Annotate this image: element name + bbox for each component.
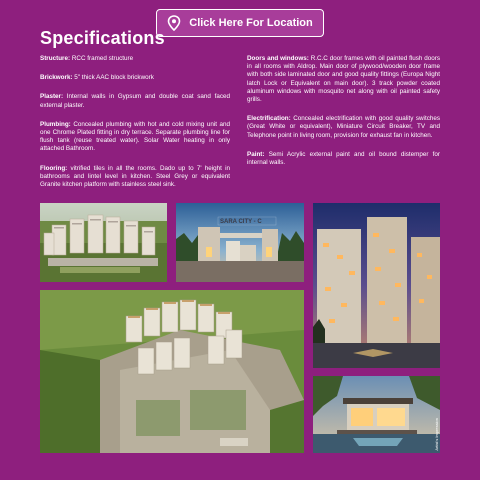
specs-right-column <box>247 55 440 178</box>
spec-text: Internal walls in Gypsum and double coat sand faced external plaster. <box>40 93 230 109</box>
location-pin-icon <box>167 15 181 31</box>
spec-flooring <box>40 165 230 190</box>
page-title: Specifications <box>40 28 165 48</box>
spec-plumbing <box>40 121 230 154</box>
spec-text: Concealed plumbing with hot and cold mixing unit and one Chrome Plated fitting in dry terrace. Separate plumbing line for flush tank (reuse treated water). Solar Water heating in only attached Bathroom. <box>40 120 230 153</box>
artist-impression-note: Artist's Impression <box>434 418 439 451</box>
spec-label: Plumbing: <box>40 120 71 128</box>
spec-text: R.C.C door frames with oil painted flush doors in all rooms with Aldrop. Main door of plywood/wooden door frame with both side laminated door and good quality fittings (Europa Night latch Lock or Equivalent on main door). 3 track powder coated aluminum windows with mosquito net along with oil painted safety grills. <box>247 55 440 104</box>
spec-paint <box>247 151 440 167</box>
spec-brickwork <box>40 74 230 82</box>
spec-text: vitrified tiles in all the rooms. Dado up to 7' height in bathrooms and lintel level in kitchen. Steel Grey or equivalent Granite kitchen platform with stainless steel sink. <box>40 164 230 189</box>
location-button[interactable] <box>156 9 324 37</box>
gate-sign-text: SARA CITY - C <box>220 219 262 225</box>
specs-left-column <box>40 55 230 200</box>
aerial-towers-photo <box>40 203 167 282</box>
spec-label: Paint: <box>247 150 265 158</box>
spec-label: Doors and windows: <box>247 55 309 62</box>
spec-label: Brickwork: <box>40 74 73 82</box>
spec-text: 5" thick AAC block brickwork <box>74 74 154 82</box>
spec-electrification <box>247 115 440 140</box>
aerial-site-photo <box>40 290 304 453</box>
spec-text: RCC framed structure <box>71 55 134 62</box>
spec-doors-windows <box>247 55 440 104</box>
spec-label: Electrification: <box>247 115 291 123</box>
spec-label: Plaster: <box>40 93 64 101</box>
entrance-gate-photo <box>176 203 304 282</box>
spec-structure <box>40 55 230 63</box>
spec-plaster <box>40 93 230 109</box>
location-button-label: Click Here For Location <box>189 17 313 29</box>
spec-text: Semi Acrylic external paint and oil bound distemper for internal walls. <box>247 150 441 167</box>
spec-label: Structure: <box>40 55 71 62</box>
spec-text: Concealed electrification with good quality switches (Great White or equivalent), Miniature Circuit Breaker, TV and Telephone point in living room, provision for exhaust fan in kitchen. <box>247 115 441 139</box>
towers-dusk-photo <box>313 203 440 368</box>
clubhouse-photo <box>313 376 440 453</box>
spec-label: Flooring: <box>40 164 68 172</box>
